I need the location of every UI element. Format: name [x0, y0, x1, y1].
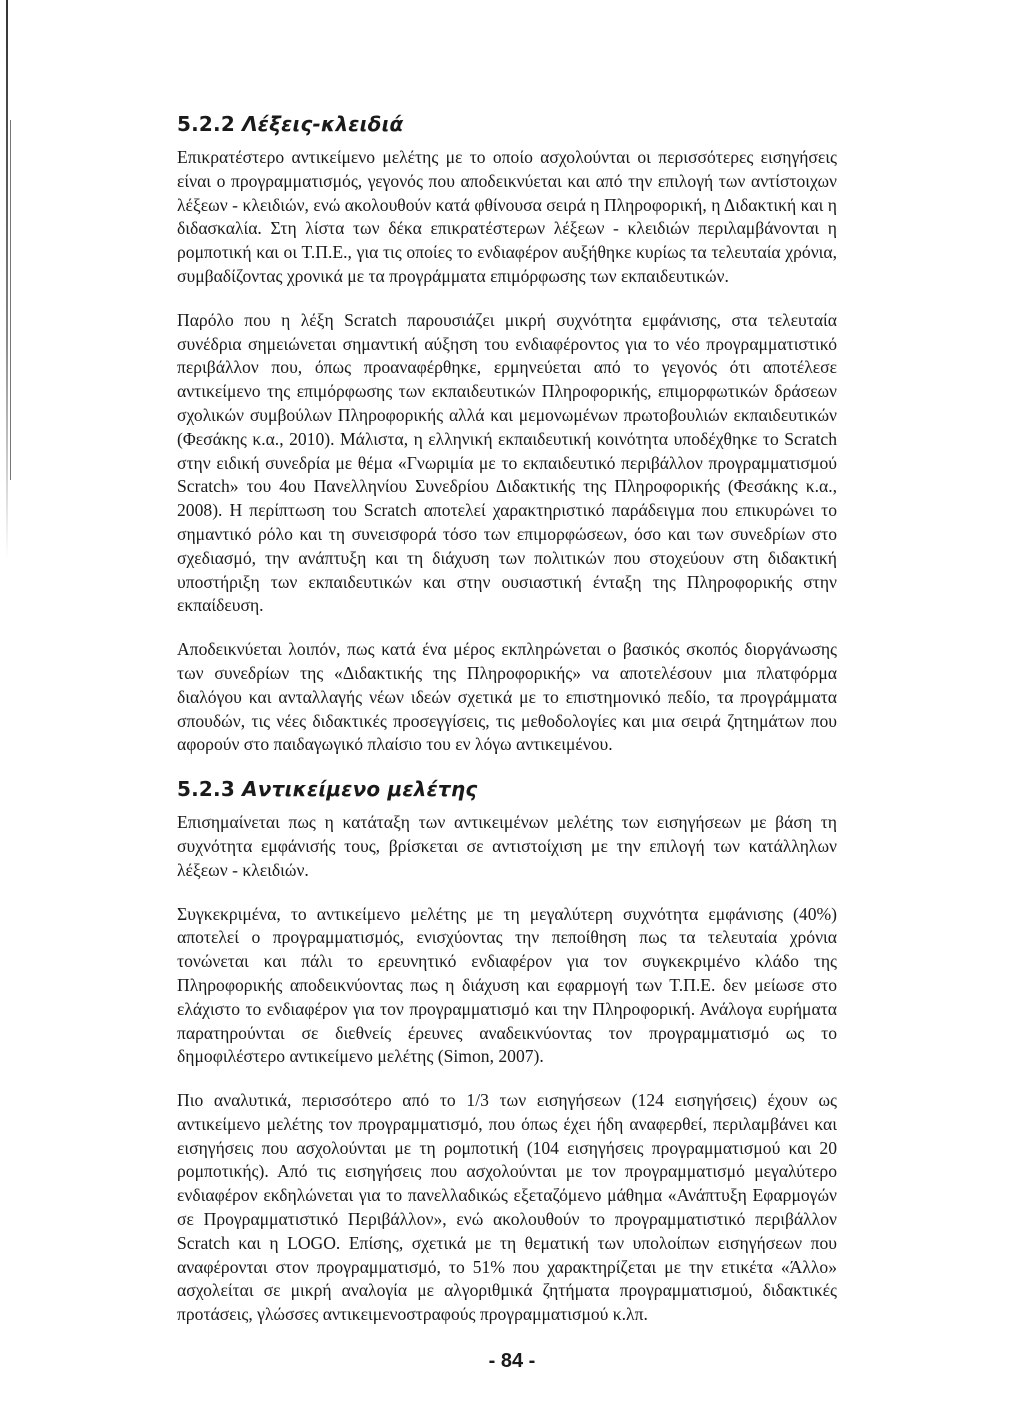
paragraph: Αποδεικνύεται λοιπόν, πως κατά ένα μέρος εκπληρώνεται ο βασικός σκοπός διοργάνωσης των συνεδρίων της «Διδακτικής της Πληροφορικής» να αποτελέσουν μια πλατφόρμα διαλόγου και ανταλλαγής νέων ιδεών σχετικά με το επιστημονικό πεδίο, τα προγράμματα σπουδών, τις νέες διδακτικές προσεγγίσεις, τις μεθοδολογίες και μια σειρά ζητημάτων που αφορούν στο παιδαγωγικό πλαίσιο του εν λόγω αντικειμένου. [177, 639, 837, 755]
section-heading-5-2-3 [177, 777, 837, 801]
document-page [177, 100, 837, 1347]
scan-edge-line [6, 0, 8, 560]
section-heading-5-2-2 [177, 112, 837, 136]
section-number: 5.2.2 [177, 112, 235, 136]
paragraph: Συγκεκριμένα, το αντικείμενο μελέτης με τη μεγαλύτερη συχνότητα εμφάνισης (40%) αποτελεί ο προγραμματισμός, ενισχύοντας την πεποίθηση πως τα τελευταία χρόνια τονώνεται και πάλι το ερευνητικό ενδιαφέρον για τον συγκεκριμένο κλάδο της Πληροφορικής αποδεικνύοντας πως η διάχυση και εφαρμογή των Τ.Π.Ε. δεν μείωσε στο ελάχιστο το ενδιαφέρον για τον προγραμματισμό και την Πληροφορική. Ανάλογα ευρήματα παρατηρούνται σε διεθνείς έρευνες αναδεικνύοντας τον προγραμματισμό ως το δημοφιλέστερο αντικείμενο μελέτης (Simon, 2007). [177, 903, 837, 1067]
scan-edge-line [10, 120, 11, 480]
paragraph: Πιο αναλυτικά, περισσότερο από το 1/3 των εισηγήσεων (124 εισηγήσεις) έχουν ως αντικείμενο μελέτης τον προγραμματισμό, που όπως έχει ήδη αναφερθεί, περιλαμβάνει και εισηγήσεις που ασχολούνται με τη ρομποτική (104 εισηγήσεις προγραμματισμού και 20 ρομποτικής). Από τις εισηγήσεις που ασχολούνται με τον προγραμματισμό μεγαλύτερο ενδιαφέρον εκδηλώνεται για το πανελλαδικώς εξεταζόμενο μάθημα «Ανάπτυξη Εφαρμογών σε Προγραμματιστικό Περιβάλλον», ενώ ακολουθούν το προγραμματιστικό περιβάλλον Scratch και η LOGO. Επίσης, σχετικά με τη θεματική των υπολοίπων εισηγήσεων που αναφέρονται στον προγραμματισμό, το 51% που χαρακτηρίζεται με την ετικέτα «Άλλο» ασχολείται σε μικρή αναλογία με αλγοριθμικά ζητήματα προγραμματισμού, διδακτικές προτάσεις, γλώσσες αντικειμενοστραφούς προγραμματισμού κ.λπ. [177, 1090, 837, 1325]
page-number: - 84 - [488, 1350, 536, 1372]
section-title: Λέξεις-κλειδιά [242, 112, 404, 136]
section-number: 5.2.3 [177, 777, 235, 802]
paragraph: Επικρατέστερο αντικείμενο μελέτης με το οποίο ασχολούνται οι περισσότερες εισηγήσεις είναι ο προγραμματισμός, γεγονός που αποδεικνύεται και από την επιλογή των αντίστοιχων λέξεων - κλειδιών, ενώ ακολουθούν κατά φθίνουσα σειρά η Πληροφορική, η Διδακτική και η διδασκαλία. Στη λίστα των δέκα επικρατέστερων λέξεων - κλειδιών περιλαμβάνονται η ρομποτική και οι Τ.Π.Ε., για τις οποίες το ενδιαφέρον αυξήθηκε κυρίως τα τελευταία χρόνια, συμβαδίζοντας χρονικά με τα προγράμματα επιμόρφωσης των εκπαιδευτικών. [177, 147, 837, 286]
paragraph: Παρόλο που η λέξη Scratch παρουσιάζει μικρή συχνότητα εμφάνισης, στα τελευταία συνέδρια σημειώνεται σημαντική αύξηση του ενδιαφέροντος για το νέο προγραμματιστικό περιβάλλον που, όπως προαναφέρθηκε, ερμηνεύεται από το γεγονός ότι αποτέλεσε αντικείμενο της επιμόρφωσης των εκπαιδευτικών Πληροφορικής, επιμορφωτικών δράσεων σχολικών συμβούλων Πληροφορικής αλλά και μεμονωμένων πρωτοβουλιών εκπαιδευτικών (Φεσάκης κ.α., 2010). Μάλιστα, η ελληνική εκπαιδευτική κοινότητα υποδέχθηκε το Scratch στην ειδική συνεδρία με θέμα «Γνωριμία με το εκπαιδευτικό περιβάλλον προγραμματισμού Scratch» του 4ου Πανελληνίου Συνεδρίου Διδακτικής της Πληροφορικής (Φεσάκης κ.α., 2008). Η περίπτωση του Scratch αποτελεί χαρακτηριστικό παράδειγμα που επικυρώνει το σημαντικό ρόλο και τη συνεισφορά τόσο των επιμορφώσεων, όσο και των συνεδρίων στο σχεδιασμό, την ανάπτυξη και τη διάχυση των πολιτικών που στοχεύουν στη διδακτική υποστήριξη των εκπαιδευτικών και στην ουσιαστική ένταξη της Πληροφορικής στην εκπαίδευση. [177, 309, 837, 616]
section-title: Αντικείμενο μελέτης [242, 777, 478, 802]
paragraph: Επισημαίνεται πως η κατάταξη των αντικειμένων μελέτης των εισηγήσεων με βάση τη συχνότητα εμφάνισής τους, βρίσκεται σε αντιστοίχιση με την επιλογή των κατάλληλων λέξεων - κλειδιών. [177, 812, 837, 880]
